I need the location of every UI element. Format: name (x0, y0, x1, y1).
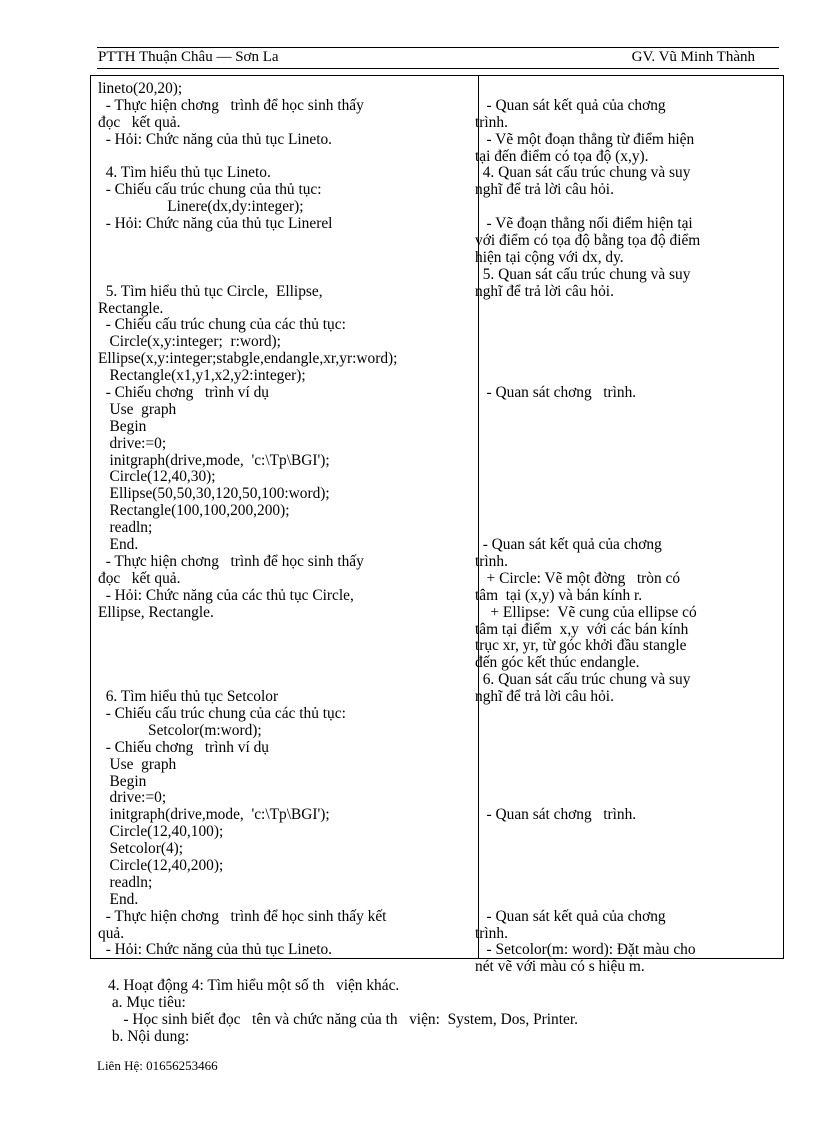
left-text-line: - Chiếu cấu trúc chung của thủ tục: (98, 181, 322, 199)
left-text-line: Circle(12,40,30); (98, 468, 216, 486)
left-text-line: Rectangle(x1,y1,x2,y2:integer); (98, 367, 306, 385)
right-text-line (475, 469, 781, 486)
left-text-line: Ellipse(50,50,30,120,50,100:word); (98, 485, 330, 503)
left-text-line: readln; (98, 519, 153, 537)
left-text-line: Use graph (98, 755, 177, 773)
footer-contact: Liên Hệ: 01656253466 (97, 1058, 218, 1073)
left-text-line: - Chiếu cấu trúc chung của các thủ tục: (98, 316, 346, 334)
right-text-line: - Quan sát kết quả của chơng (475, 96, 666, 114)
section-text-line: - Học sinh biết đọc tên và chức năng của th viện: System, Dos, Printer. (108, 1010, 578, 1028)
right-text-line (475, 757, 781, 774)
left-text-line (98, 622, 473, 639)
left-text-line: - Chiếu chơng trình ví dụ (98, 738, 270, 756)
right-text-line (475, 520, 781, 537)
right-text-line: - Vẽ một đoạn thẳng từ điểm hiện (475, 130, 695, 148)
left-text-line: Circle(x,y:integer; r:word); (98, 333, 281, 351)
left-text-line: Ellipse(x,y:integer;stabgle,endangle,xr,yr:word); (98, 350, 398, 368)
right-text-line (475, 419, 781, 436)
right-text-line (475, 824, 781, 841)
left-text-line: Begin (98, 417, 147, 435)
left-text-line (98, 638, 473, 655)
left-text-line (98, 672, 473, 689)
right-text-line (475, 774, 781, 791)
section-text-line: a. Mục tiêu: (108, 993, 186, 1011)
right-text-line: trình. (475, 113, 508, 131)
teacher-activity-column (98, 81, 473, 959)
right-text-line: - Setcolor(m: word): Đặt màu cho (475, 941, 696, 959)
right-text-line: tâm tại điểm x,y với các bán kính (475, 620, 689, 638)
right-text-line (475, 301, 781, 318)
left-text-line: - Thực hiện chơng trình để học sinh thấy kết (98, 907, 387, 925)
left-text-line: - Thực hiện chơng trình để học sinh thấy (98, 96, 364, 114)
right-text-line: tâm tại (x,y) và bán kính r. (475, 586, 643, 604)
right-text-line: - Vẽ đoạn thẳng nối điểm hiện tại (475, 215, 693, 233)
left-text-line: đọc kết quả. (98, 569, 181, 587)
right-text-line (475, 453, 781, 470)
left-text-line: lineto(20,20); (98, 80, 183, 97)
left-text-line: quả. (98, 924, 125, 942)
activity-4-section (108, 977, 578, 1045)
right-text-line: trục xr, yr, từ góc khởi đầu stangle (475, 637, 687, 655)
right-text-line: - Quan sát chơng trình. (475, 806, 637, 824)
left-text-line: Begin (98, 772, 147, 790)
right-text-line: nghĩ để trả lời câu hỏi. (475, 688, 614, 706)
right-text-line (475, 892, 781, 909)
right-text-line (475, 503, 781, 520)
right-text-line (475, 790, 781, 807)
right-text-line: + Ellipse: Vẽ cung của ellipse có (475, 603, 697, 621)
left-text-line: Circle(12,40,100); (98, 823, 224, 841)
right-text-line (475, 436, 781, 453)
left-text-line: initgraph(drive,mode, 'c:\Tp\BGI'); (98, 451, 330, 469)
left-text-line (98, 149, 473, 166)
right-text-line: nghĩ để trả lời câu hỏi. (475, 181, 614, 199)
right-text-line: - Quan sát kết quả của chơng (475, 907, 666, 925)
page-header (97, 47, 779, 69)
right-text-line (475, 317, 781, 334)
left-text-line: Setcolor(4); (98, 840, 184, 858)
left-text-line: 5. Tìm hiểu thủ tục Circle, Ellipse, (98, 282, 323, 300)
left-text-line: Circle(12,40,200); (98, 856, 224, 874)
left-text-line: - Hỏi: Chức năng của các thủ tục Circle, (98, 586, 354, 604)
right-text-line: trình. (475, 924, 508, 942)
header-teacher: GV. Vũ Minh Thành (631, 49, 755, 65)
left-text-line: - Hỏi: Chức năng của thủ tục Lineto. (98, 941, 333, 959)
left-text-line: Linere(dx,dy:integer); (98, 198, 304, 216)
right-text-line: nét vẽ với màu có s hiệu m. (475, 958, 645, 976)
right-text-line (475, 199, 781, 216)
right-text-line (475, 351, 781, 368)
right-text-line (475, 368, 781, 385)
left-text-line: - Chiếu cấu trúc chung của các thủ tục: (98, 704, 346, 722)
header-school: PTTH Thuận Châu — Sơn La (98, 49, 279, 65)
left-text-line (98, 267, 473, 284)
left-text-line: Use graph (98, 400, 177, 418)
section-text-line: 4. Hoạt động 4: Tìm hiểu một số th viện khác. (108, 977, 400, 994)
right-text-line: + Circle: Vẽ một đờng tròn có (475, 569, 681, 587)
left-text-line: Rectangle. (98, 299, 164, 317)
right-text-line: hiện tại cộng với dx, dy. (475, 248, 624, 266)
right-text-line: trình. (475, 552, 508, 570)
left-text-line: - Thực hiện chơng trình để học sinh thấy (98, 552, 364, 570)
right-text-line: - Quan sát chơng trình. (475, 384, 637, 402)
right-text-line (475, 858, 781, 875)
right-text-line (475, 740, 781, 757)
left-text-line: 4. Tìm hiểu thủ tục Lineto. (98, 164, 271, 182)
right-text-line: - Quan sát kết quả của chơng (475, 536, 662, 554)
left-text-line: - Chiếu chơng trình ví dụ (98, 384, 270, 402)
right-text-line (475, 875, 781, 892)
left-text-line: - Hỏi: Chức năng của thủ tục Linerel (98, 215, 333, 233)
left-text-line: đọc kết quả. (98, 113, 181, 131)
right-text-line: đến góc kết thúc endangle. (475, 654, 640, 672)
left-text-line: Ellipse, Rectangle. (98, 603, 214, 621)
lesson-table (90, 75, 784, 976)
left-text-line: Rectangle(100,100,200,200); (98, 502, 290, 520)
student-activity-column (475, 81, 781, 976)
right-text-line (475, 486, 781, 503)
section-text-line: b. Nội dung: (108, 1027, 190, 1045)
left-text-line (98, 250, 473, 267)
right-text-line (475, 723, 781, 740)
right-text-line (475, 334, 781, 351)
right-text-line: tại đến điểm có tọa độ (x,y). (475, 147, 649, 165)
left-text-line: 6. Tìm hiểu thủ tục Setcolor (98, 688, 279, 706)
left-text-line (98, 655, 473, 672)
right-text-line: 5. Quan sát cấu trúc chung và suy (475, 265, 691, 283)
right-text-line (475, 706, 781, 723)
left-text-line: drive:=0; (98, 789, 167, 807)
left-text-line: Setcolor(m:word); (98, 721, 262, 739)
right-text-line: nghĩ để trả lời câu hỏi. (475, 282, 614, 300)
right-text-line: 6. Quan sát cấu trúc chung và suy (475, 671, 691, 689)
left-text-line: End. (98, 536, 139, 554)
left-text-line: readln; (98, 873, 153, 891)
right-text-line (475, 402, 781, 419)
left-text-line (98, 233, 473, 250)
left-text-line: drive:=0; (98, 434, 167, 452)
left-text-line: - Hỏi: Chức năng của thủ tục Lineto. (98, 130, 333, 148)
right-text-line: với điểm có tọa độ bằng tọa độ điểm (475, 232, 701, 250)
left-text-line: End. (98, 890, 139, 908)
right-text-line (475, 81, 781, 98)
right-text-line: 4. Quan sát cấu trúc chung và suy (475, 164, 691, 182)
right-text-line (475, 841, 781, 858)
left-text-line: initgraph(drive,mode, 'c:\Tp\BGI'); (98, 806, 330, 824)
